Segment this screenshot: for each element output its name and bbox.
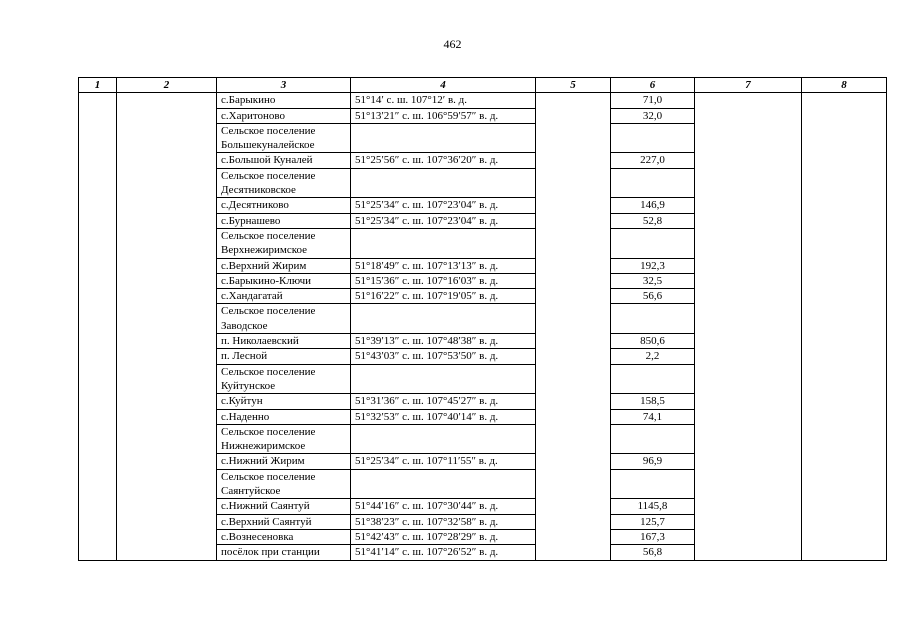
settlement-group-name: Сельское поселение Заводское bbox=[217, 304, 351, 334]
coordinates-cell bbox=[351, 304, 536, 334]
value-cell: 146,9 bbox=[611, 198, 695, 213]
settlement-group-name: Сельское поселение Нижнежиримское bbox=[217, 424, 351, 454]
value-cell: 74,1 bbox=[611, 409, 695, 424]
coordinates-cell: 51°16′22″ с. ш. 107°19′05″ в. д. bbox=[351, 289, 536, 304]
settlement-name: с.Наденно bbox=[217, 409, 351, 424]
coordinates-cell: 51°25′34″ с. ш. 107°23′04″ в. д. bbox=[351, 198, 536, 213]
settlement-name: с.Барыкино bbox=[217, 93, 351, 108]
column-header-5: 5 bbox=[536, 78, 611, 93]
value-cell: 125,7 bbox=[611, 514, 695, 529]
value-cell: 52,8 bbox=[611, 213, 695, 228]
table-row bbox=[79, 93, 887, 108]
coordinates-cell bbox=[351, 168, 536, 198]
column-2-cell bbox=[117, 93, 217, 560]
settlement-group-name: Сельское поселение Куйтунское bbox=[217, 364, 351, 394]
header-row bbox=[79, 78, 887, 93]
coordinates-cell: 51°39′13″ с. ш. 107°48′38″ в. д. bbox=[351, 334, 536, 349]
value-cell: 158,5 bbox=[611, 394, 695, 409]
coordinates-cell: 51°15′36″ с. ш. 107°16′03″ в. д. bbox=[351, 273, 536, 288]
coordinates-cell: 51°43′03″ с. ш. 107°53′50″ в. д. bbox=[351, 349, 536, 364]
settlement-name: посёлок при станции bbox=[217, 545, 351, 560]
settlement-group-name: Сельское поселение Большекуналейское bbox=[217, 123, 351, 153]
coordinates-cell: 51°32′53″ с. ш. 107°40′14″ в. д. bbox=[351, 409, 536, 424]
column-header-8: 8 bbox=[802, 78, 887, 93]
coordinates-cell: 51°42′43″ с. ш. 107°28′29″ в. д. bbox=[351, 529, 536, 544]
value-cell: 96,9 bbox=[611, 454, 695, 469]
value-cell: 167,3 bbox=[611, 529, 695, 544]
coordinates-cell bbox=[351, 469, 536, 499]
column-7-cell bbox=[695, 93, 802, 560]
coordinates-cell: 51°25′56″ с. ш. 107°36′20″ в. д. bbox=[351, 153, 536, 168]
settlement-name: с.Нижний Жирим bbox=[217, 454, 351, 469]
settlement-group-name: Сельское поселение Верхнежиримское bbox=[217, 228, 351, 258]
column-header-4: 4 bbox=[351, 78, 536, 93]
value-cell: 32,5 bbox=[611, 273, 695, 288]
coordinates-cell bbox=[351, 364, 536, 394]
settlement-name: с.Вознесеновка bbox=[217, 529, 351, 544]
value-cell: 71,0 bbox=[611, 93, 695, 108]
value-cell bbox=[611, 168, 695, 198]
value-cell bbox=[611, 469, 695, 499]
value-cell: 850,6 bbox=[611, 334, 695, 349]
settlement-name: с.Большой Куналей bbox=[217, 153, 351, 168]
value-cell bbox=[611, 123, 695, 153]
settlement-name: п. Николаевский bbox=[217, 334, 351, 349]
value-cell: 32,0 bbox=[611, 108, 695, 123]
coordinates-cell: 51°18′49″ с. ш. 107°13′13″ в. д. bbox=[351, 258, 536, 273]
settlements-table bbox=[78, 77, 887, 561]
coordinates-cell: 51°25′34″ с. ш. 107°23′04″ в. д. bbox=[351, 213, 536, 228]
coordinates-cell bbox=[351, 123, 536, 153]
value-cell: 192,3 bbox=[611, 258, 695, 273]
settlement-name: с.Десятниково bbox=[217, 198, 351, 213]
value-cell: 56,8 bbox=[611, 545, 695, 560]
column-header-2: 2 bbox=[117, 78, 217, 93]
column-header-6: 6 bbox=[611, 78, 695, 93]
column-header-7: 7 bbox=[695, 78, 802, 93]
coordinates-cell: 51°31′36″ с. ш. 107°45′27″ в. д. bbox=[351, 394, 536, 409]
coordinates-cell bbox=[351, 228, 536, 258]
column-header-1: 1 bbox=[79, 78, 117, 93]
settlement-group-name: Сельское поселение Десятниковское bbox=[217, 168, 351, 198]
value-cell bbox=[611, 304, 695, 334]
settlement-name: с.Нижний Саянтуй bbox=[217, 499, 351, 514]
value-cell bbox=[611, 228, 695, 258]
coordinates-cell bbox=[351, 424, 536, 454]
value-cell: 227,0 bbox=[611, 153, 695, 168]
coordinates-cell: 51°41′14″ с. ш. 107°26′52″ в. д. bbox=[351, 545, 536, 560]
value-cell bbox=[611, 364, 695, 394]
column-8-cell bbox=[802, 93, 887, 560]
value-cell: 56,6 bbox=[611, 289, 695, 304]
table-body bbox=[79, 93, 887, 560]
coordinates-cell: 51°25′34″ с. ш. 107°11′55″ в. д. bbox=[351, 454, 536, 469]
coordinates-cell: 51°38′23″ с. ш. 107°32′58″ в. д. bbox=[351, 514, 536, 529]
settlement-name: с.Хандагатай bbox=[217, 289, 351, 304]
coordinates-cell: 51°13′21″ с. ш. 106°59′57″ в. д. bbox=[351, 108, 536, 123]
settlement-name: с.Верхний Саянтуй bbox=[217, 514, 351, 529]
coordinates-cell: 51°44′16″ с. ш. 107°30′44″ в. д. bbox=[351, 499, 536, 514]
value-cell: 2,2 bbox=[611, 349, 695, 364]
value-cell bbox=[611, 424, 695, 454]
value-cell: 1145,8 bbox=[611, 499, 695, 514]
settlement-name: с.Барыкино-Ключи bbox=[217, 273, 351, 288]
settlement-name: с.Бурнашево bbox=[217, 213, 351, 228]
settlement-name: п. Лесной bbox=[217, 349, 351, 364]
settlement-name: с.Куйтун bbox=[217, 394, 351, 409]
column-1-cell bbox=[79, 93, 117, 560]
settlement-group-name: Сельское поселение Саянтуйское bbox=[217, 469, 351, 499]
settlement-name: с.Верхний Жирим bbox=[217, 258, 351, 273]
coordinates-cell: 51°14′ с. ш. 107°12′ в. д. bbox=[351, 93, 536, 108]
column-5-cell bbox=[536, 93, 611, 560]
settlement-name: с.Харитоново bbox=[217, 108, 351, 123]
column-header-3: 3 bbox=[217, 78, 351, 93]
page-number: 462 bbox=[443, 37, 462, 51]
